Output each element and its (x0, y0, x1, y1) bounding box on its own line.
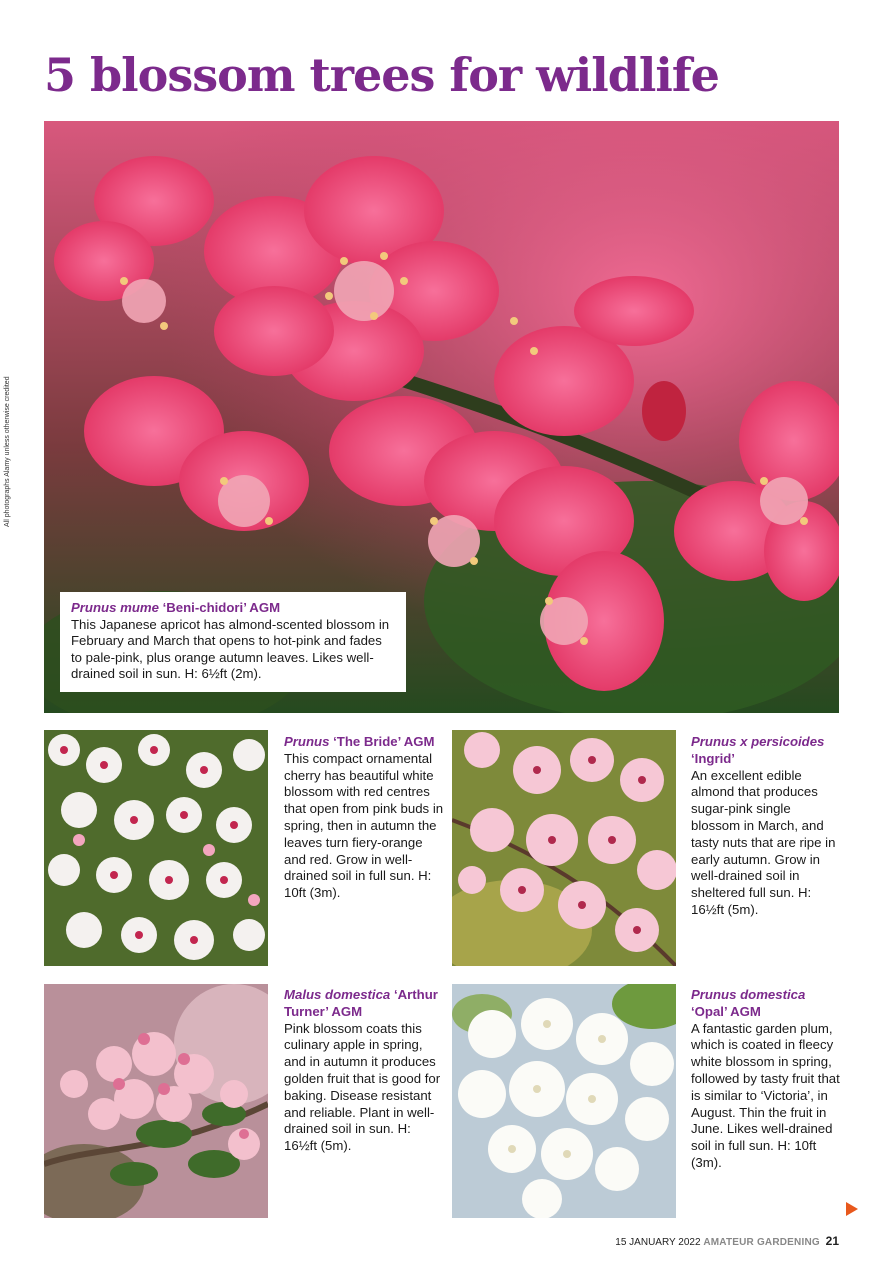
photo-prunus-ingrid (452, 730, 676, 966)
plant-description: This compact ornamental cherry has beautiful white blossom with red centres that open from pink buds in spring, then in autumn the leaves turn fiery-orange and red. Grow in well-drained soil in full sun. H: 10ft (3m). (284, 750, 444, 901)
page-title: 5 blossom trees for wildlife (44, 48, 719, 102)
text-prunus-the-bride (284, 734, 444, 902)
photo-credit: All photographs Alamy unless otherwise credited (4, 376, 11, 527)
photo-prunus-the-bride (44, 730, 268, 966)
photo-malus-arthur-turner (44, 984, 268, 1218)
photo-prunus-opal (452, 984, 676, 1218)
triangle-right-icon (846, 1202, 858, 1216)
text-prunus-ingrid (691, 734, 841, 919)
plant-name-arthur-turner: Malus domestica ‘Arthur Turner’ AGM (284, 987, 438, 1019)
footer-magazine: AMATEUR GARDENING (703, 1237, 820, 1248)
plant-description: A fantastic garden plum, which is coated in fleecy white blossom in spring, followed by tasty fruit that is similar to ‘Victoria’, in August. Thin the fruit in June. Likes well-drained soil in full sun. H: 10ft (3m). (691, 1020, 840, 1170)
text-malus-arthur-turner (284, 987, 444, 1155)
plant-name-ingrid: Prunus x persicoides ‘Ingrid’ (691, 734, 825, 766)
text-prunus-opal (691, 987, 841, 1172)
plant-description: Pink blossom coats this culinary apple in spring, and in autumn it produces golden fruit that is good for baking. Disease resistant and reliable. Plant in well-drained soil in sun. H: 16½ft (5m). (284, 1020, 441, 1154)
page-number: 21 (825, 1234, 839, 1248)
plant-description: An excellent edible almond that produces sugar-pink single blossom in March, and tasty nuts that are ripe in early autumn. Grow in well-drained soil in sheltered full sun. H: 16½ft (5m). (691, 767, 836, 917)
caption-prunus-mume (60, 592, 406, 692)
plant-name-prunus-mume: Prunus mume ‘Beni-chidori’ AGM (71, 600, 281, 615)
plant-description: This Japanese apricot has almond-scented blossom in February and March that opens to hot-pink and fades to pale-pink, plus orange autumn leaves. Likes well-drained soil in sun. H: 6½ft (2m). (71, 616, 390, 681)
plant-name-opal: Prunus domestica ‘Opal’ AGM (691, 987, 806, 1019)
plant-name-the-bride: Prunus ‘The Bride’ AGM (284, 734, 435, 749)
page-footer (615, 1234, 839, 1248)
footer-date: 15 JANUARY 2022 (615, 1237, 701, 1248)
